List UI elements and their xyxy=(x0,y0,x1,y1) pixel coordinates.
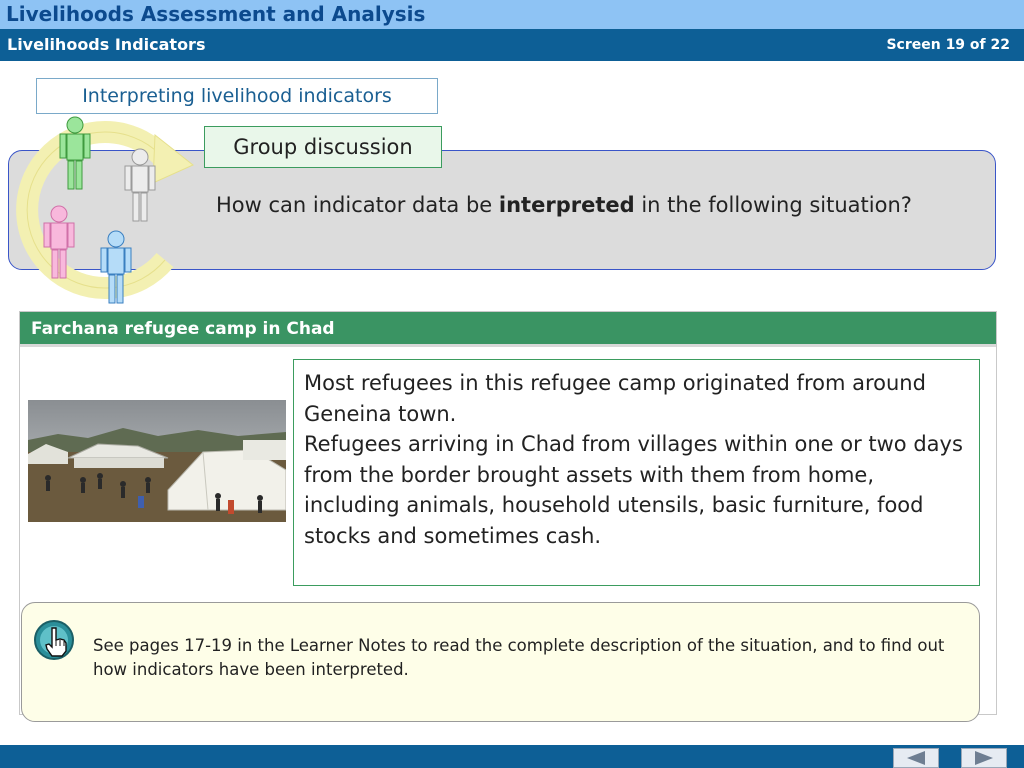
situation-description xyxy=(293,359,980,586)
next-screen-button[interactable] xyxy=(961,748,1007,768)
screen-counter: Screen 19 of 22 xyxy=(886,37,1010,53)
group-discussion-label: Group discussion xyxy=(204,126,442,168)
top-title-bar xyxy=(0,0,1024,29)
situation-paragraph-assets: Refugees arriving in Chad from villages within one or two days from the border brought assets with them from home, including animals, household utensils, basic furniture, food stocks and sometimes cash. xyxy=(304,432,963,548)
previous-screen-button[interactable] xyxy=(893,748,939,768)
learner-note-text: See pages 17-19 in the Learner Notes to read the complete description of the situation, and to find out how indicators have been interpreted. xyxy=(93,636,945,679)
case-header xyxy=(20,312,996,347)
module-title: Livelihoods Indicators xyxy=(7,35,206,54)
group-people-icon xyxy=(15,115,215,305)
triangle-left-icon xyxy=(901,750,931,766)
pointing-hand-icon xyxy=(33,618,75,662)
question-text-before: How can indicator data be xyxy=(216,193,499,217)
case-title: Farchana refugee camp in Chad xyxy=(31,319,335,339)
discussion-question xyxy=(216,190,976,221)
refugee-camp-photo xyxy=(28,400,286,522)
question-text-after: in the following situation? xyxy=(634,193,912,217)
module-bar xyxy=(0,29,1024,61)
app-title: Livelihoods Assessment and Analysis xyxy=(6,2,426,26)
situation-paragraph-origin: Most refugees in this refugee camp originated from around Geneina town. xyxy=(304,371,926,426)
bottom-bar xyxy=(0,745,1024,768)
triangle-right-icon xyxy=(969,750,999,766)
section-label: Interpreting livelihood indicators xyxy=(36,78,438,114)
question-text-bold: interpreted xyxy=(498,193,635,217)
